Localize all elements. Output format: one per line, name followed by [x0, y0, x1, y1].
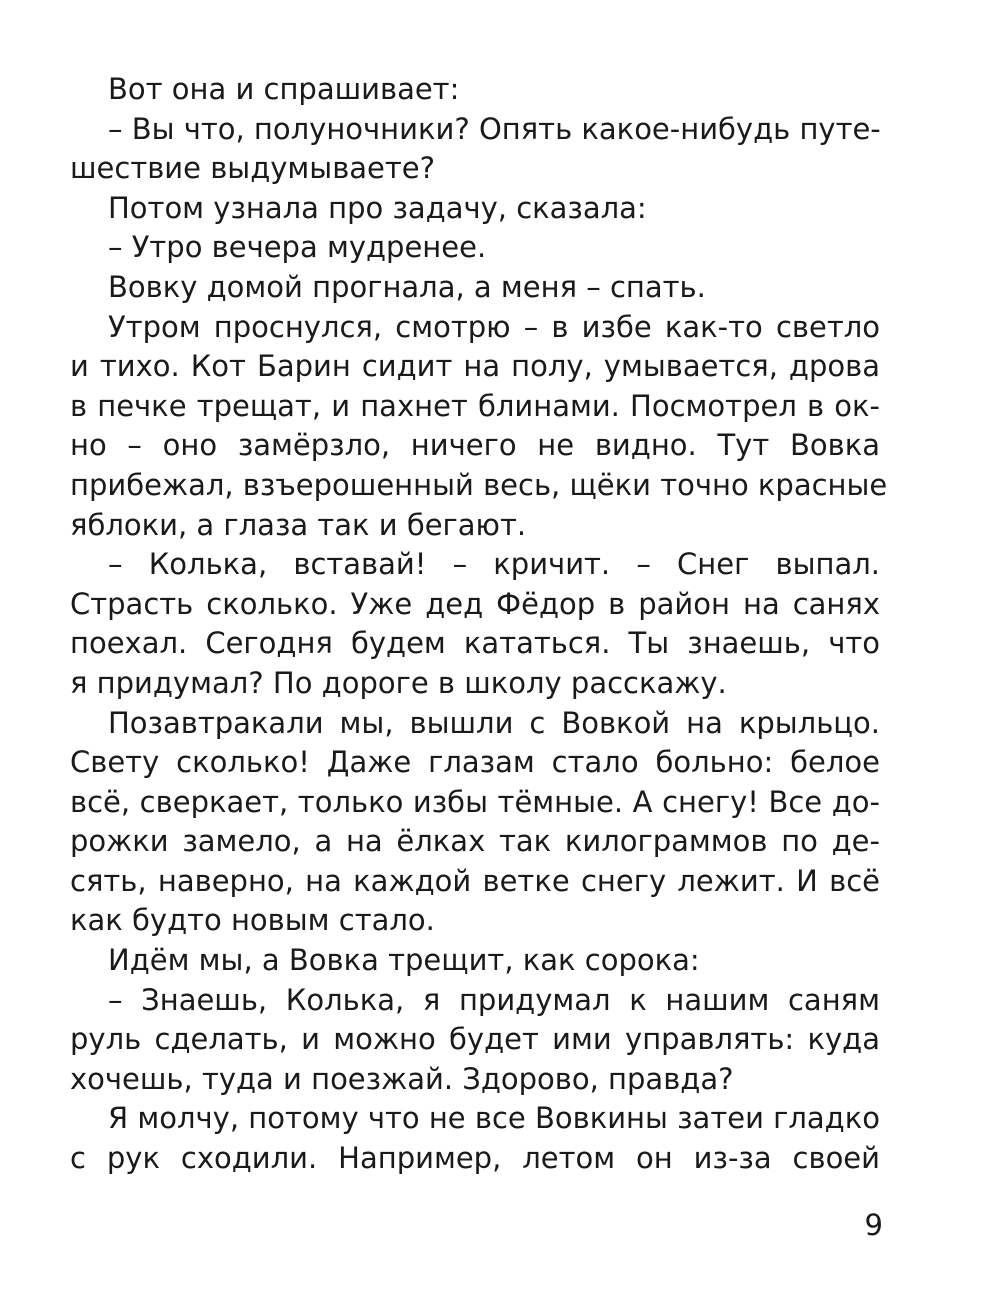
text-line: хочешь, туда и поезжай. Здорово, правда?	[70, 1061, 734, 1096]
text-line: сять, наверно, на каждой ветке снегу лежит. И всё	[70, 863, 880, 898]
text-line: прибежал, взъерошенный весь, щёки точно красные	[70, 467, 888, 502]
text-line: Утром проснулся, смотрю – в избе как-то светло	[108, 309, 880, 344]
text-line: яблоки, а глаза так и бегают.	[70, 507, 527, 542]
text-line: всё, сверкает, только избы тёмные. А снегу! Все до-	[70, 784, 880, 819]
page-text	[70, 70, 888, 1179]
page-number: 9	[864, 1208, 883, 1242]
text-line: шествие выдумываете?	[70, 151, 436, 186]
text-line: – Знаешь, Колька, я придумал к нашим саням	[108, 982, 880, 1017]
text-line: Страсть сколько. Уже дед Фёдор в район на санях	[70, 586, 880, 621]
text-line: Вовку домой прогнала, а меня – спать.	[108, 269, 706, 304]
text-line: я придумал? По дороге в школу расскажу.	[70, 665, 727, 700]
text-line: Позавтракали мы, вышли с Вовкой на крыльцо.	[108, 705, 880, 740]
text-line: но – оно замёрзло, ничего не видно. Тут Вовка	[70, 428, 880, 463]
text-line: с рук сходили. Например, летом он из-за своей	[70, 1141, 880, 1176]
text-line: Я молчу, потому что не все Вовкины затеи гладко	[108, 1101, 880, 1136]
text-line: Потом узнала про задачу, сказала:	[108, 190, 647, 225]
text-line: и тихо. Кот Барин сидит на полу, умывается, дрова	[70, 349, 880, 384]
text-line: Свету сколько! Даже глазам стало больно: белое	[70, 745, 880, 780]
text-line: в печке трещат, и пахнет блинами. Посмотрел в ок-	[70, 388, 880, 423]
text-line: поехал. Сегодня будем кататься. Ты знаешь, что	[70, 626, 880, 661]
text-line: как будто новым стало.	[70, 903, 435, 938]
text-line: – Утро вечера мудренее.	[108, 230, 487, 265]
text-line: Идём мы, а Вовка трещит, как сорока:	[108, 943, 700, 978]
text-line: Вот она и спрашивает:	[108, 72, 460, 106]
text-line: – Колька, вставай! – кричит. – Снег выпал.	[108, 547, 880, 582]
text-line: рожки замело, а на ёлках так килограммов по де-	[70, 824, 880, 859]
text-line: руль сделать, и можно будет ими управлять: куда	[70, 1022, 880, 1057]
text-line: – Вы что, полуночники? Опять какое-нибудь путе-	[108, 111, 881, 146]
